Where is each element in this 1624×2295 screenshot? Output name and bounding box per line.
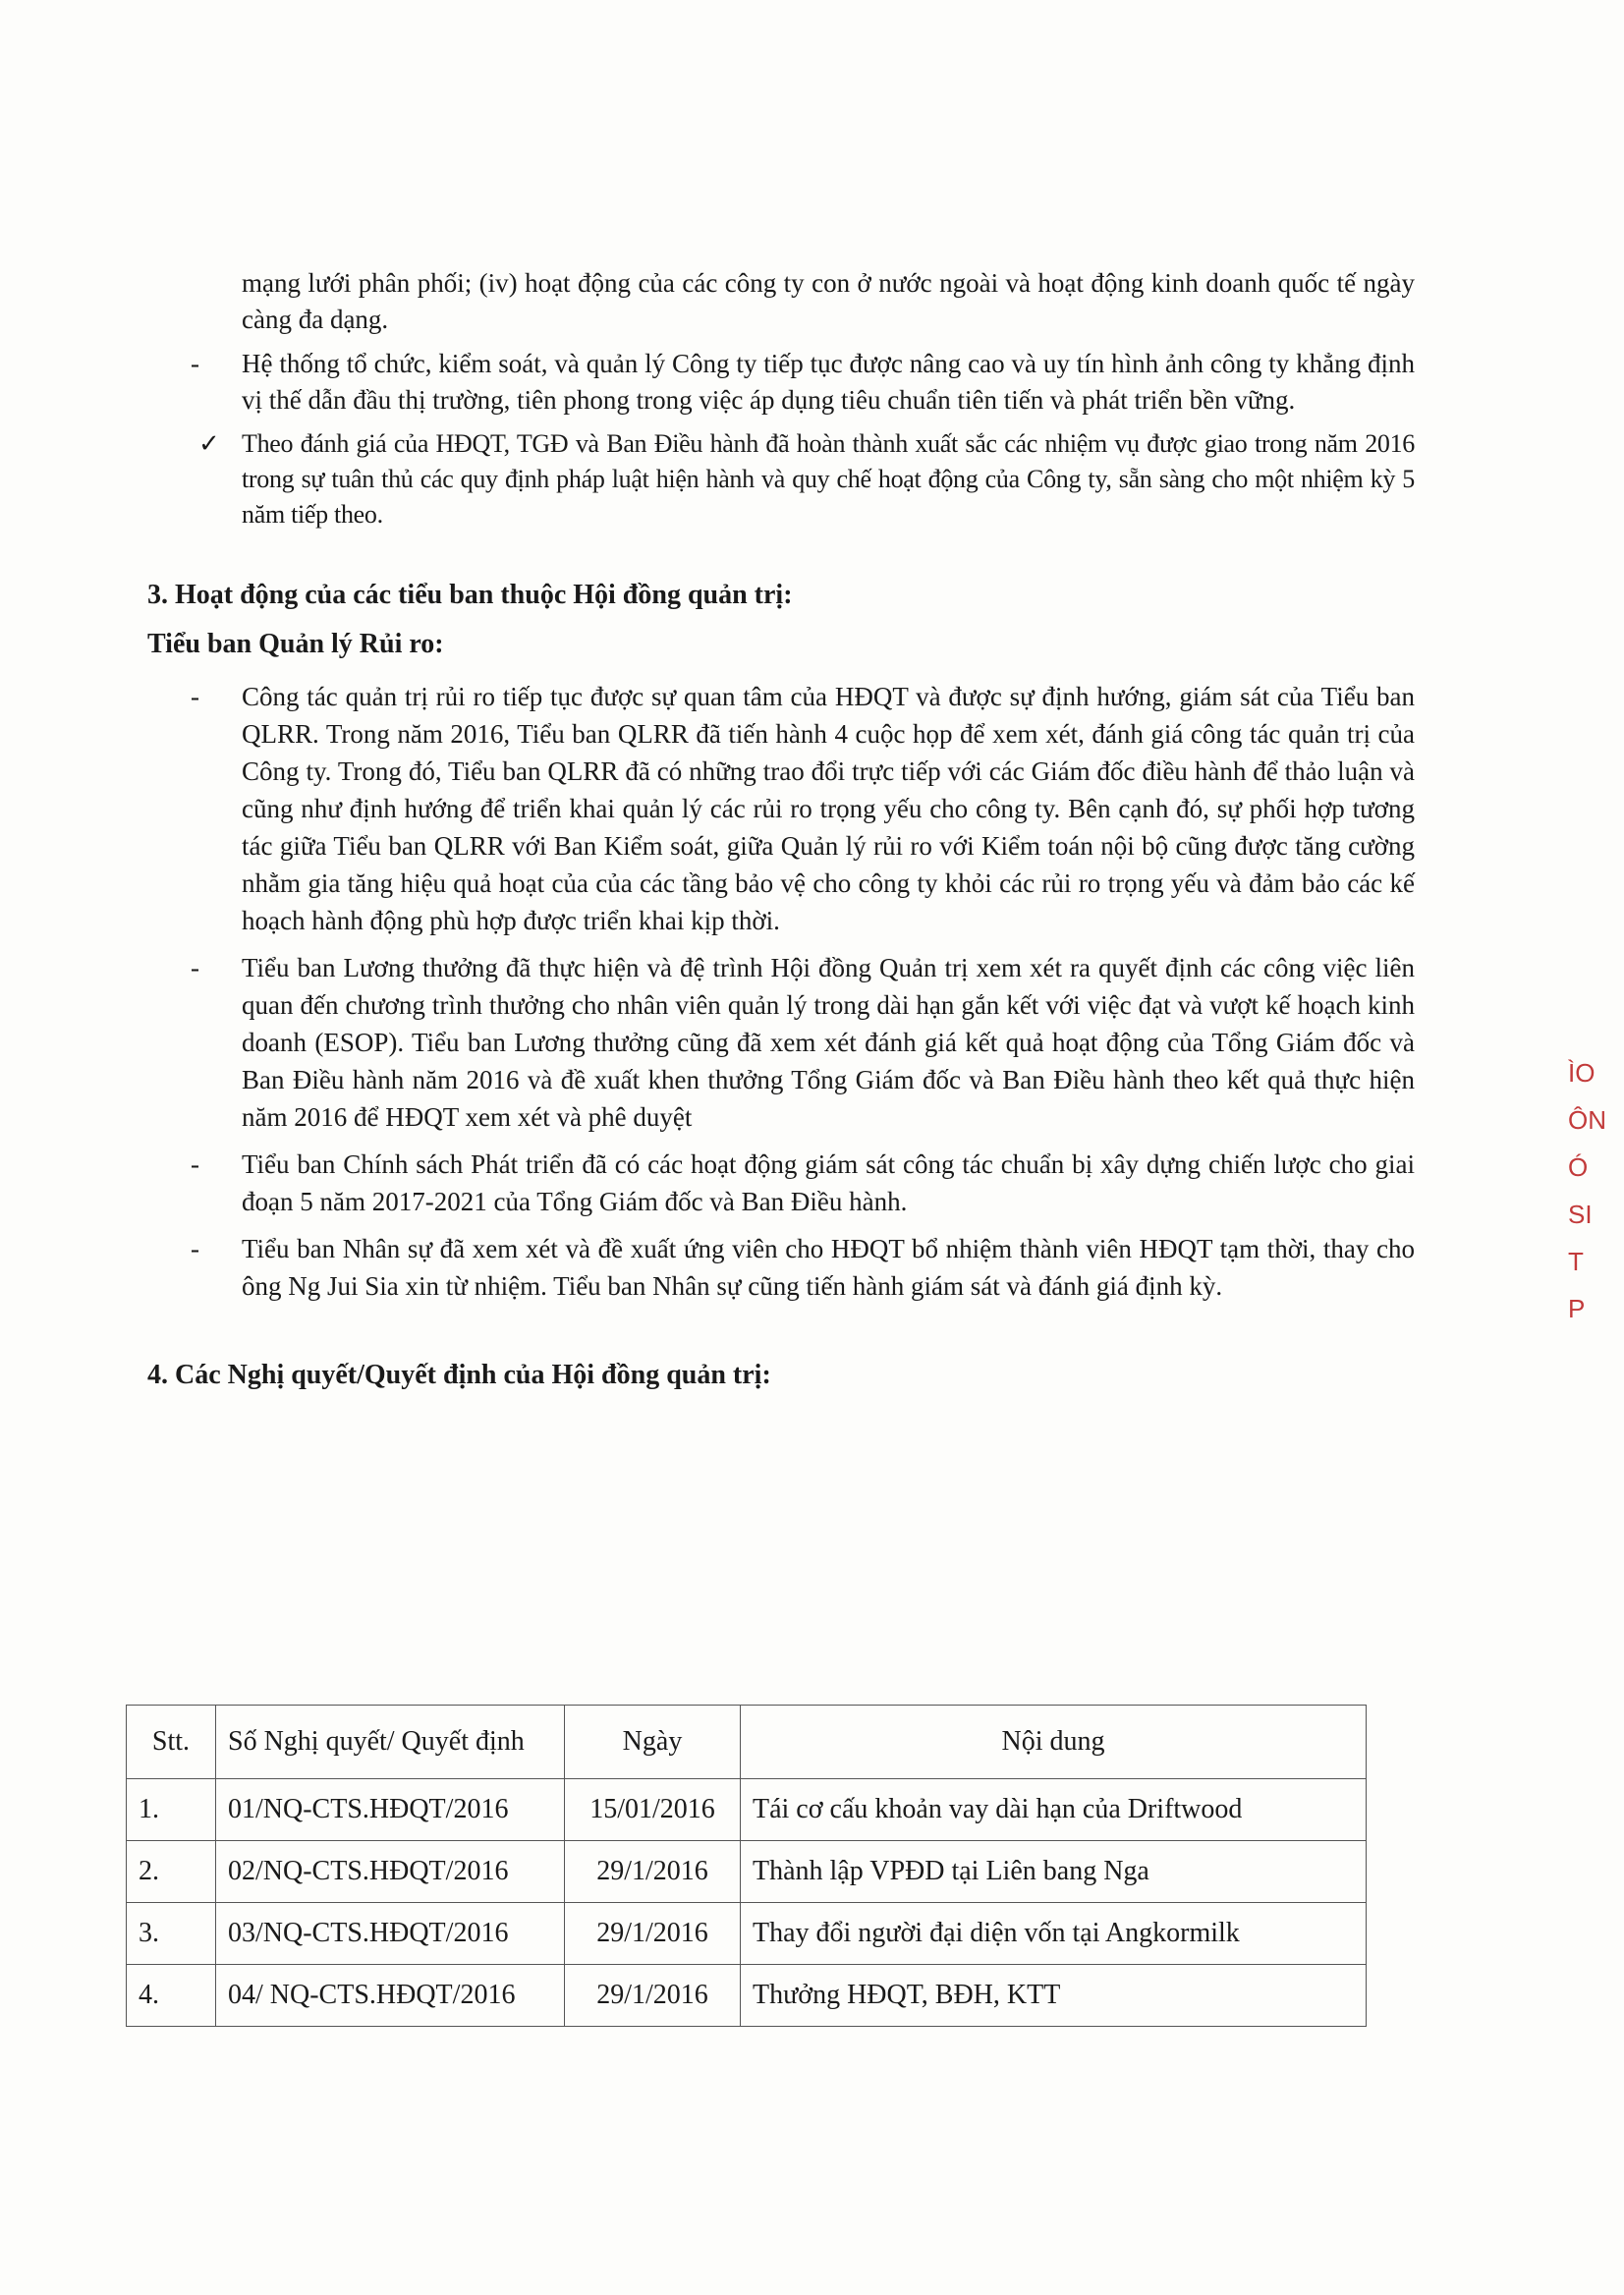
bullet-text: Hệ thống tổ chức, kiểm soát, và quản lý Công ty tiếp tục được nâng cao và uy tín hình ảnh công ty khẳng định vị thế dẫn đầu thị trường, tiên phong trong việc áp dụng tiêu chuẩn tiên tiến và phát triển bền vững. xyxy=(242,349,1415,415)
table-row xyxy=(127,1965,1367,2027)
table-cell-content: Thay đổi người đại diện vốn tại Angkormilk xyxy=(741,1903,1367,1965)
resolutions-table xyxy=(126,1705,1367,2027)
stamp-fragment: ÌO xyxy=(1568,1058,1596,1088)
table-cell-number: 03/NQ-CTS.HĐQT/2016 xyxy=(216,1903,565,1965)
table-cell-number: 04/ NQ-CTS.HĐQT/2016 xyxy=(216,1965,565,2027)
table-cell-date: 15/01/2016 xyxy=(565,1779,741,1841)
dash-bullet: - xyxy=(191,349,199,378)
stamp-fragment: SI xyxy=(1568,1200,1593,1229)
table-cell-content: Thưởng HĐQT, BĐH, KTT xyxy=(741,1965,1367,2027)
stamp-fragment: T xyxy=(1568,1247,1584,1276)
bullet-text: Công tác quản trị rủi ro tiếp tục được sự quan tâm của HĐQT và được sự định hướng, giám sát của Tiểu ban QLRR. Trong năm 2016, Tiểu ban QLRR đã tiến hành 4 cuộc họp để xem xét, đánh giá công tác quản trị của Công ty. Trong đó, Tiểu ban QLRR đã có những trao đổi trực tiếp với các Giám đốc điều hành để thảo luận và cũng như định hướng để triển khai quản lý các rủi ro trọng yếu cho công ty. Bên cạnh đó, sự phối hợp tương tác giữa Tiểu ban QLRR với Ban Kiểm soát, giữa Quản lý rủi ro với Kiểm toán nội bộ cũng được tăng cường nhằm gia tăng hiệu quả hoạt của của các tầng bảo vệ cho công ty khỏi các rủi ro trọng yếu và đảm bảo các kế hoạch hành động phù hợp được triển khai kịp thời. xyxy=(242,682,1415,935)
paragraph-continuation: mạng lưới phân phối; (iv) hoạt động của các công ty con ở nước ngoài và hoạt động kinh doanh quốc tế ngày càng đa dạng. xyxy=(242,268,1415,334)
table-cell-stt: 2. xyxy=(127,1841,216,1903)
document-body xyxy=(147,265,1415,1395)
table-row xyxy=(127,1903,1367,1965)
bullet-item-system xyxy=(147,346,1415,419)
check-text: Theo đánh giá của HĐQT, TGĐ và Ban Điều hành đã hoàn thành xuất sắc các nhiệm vụ được giao trong năm 2016 trong sự tuân thủ các quy định pháp luật hiện hành và quy chế hoạt động của Công ty, sẵn sàng cho một nhiệm kỳ 5 năm tiếp theo. xyxy=(242,429,1415,529)
column-header-number: Số Nghị quyết/ Quyết định xyxy=(216,1706,565,1779)
column-header-content: Nội dung xyxy=(741,1706,1367,1779)
section-3-heading: 3. Hoạt động của các tiểu ban thuộc Hội đồng quản trị: xyxy=(147,580,793,610)
bullet-item-personnel xyxy=(147,1230,1415,1305)
partial-red-stamp xyxy=(1568,1049,1624,1340)
column-header-stt: Stt. xyxy=(127,1706,216,1779)
table-row xyxy=(127,1779,1367,1841)
table-cell-stt: 1. xyxy=(127,1779,216,1841)
table-cell-number: 02/NQ-CTS.HĐQT/2016 xyxy=(216,1841,565,1903)
table-cell-date: 29/1/2016 xyxy=(565,1965,741,2027)
bullet-item-risk-management xyxy=(147,678,1415,939)
table-cell-date: 29/1/2016 xyxy=(565,1903,741,1965)
dash-bullet: - xyxy=(191,953,199,982)
bullet-text: Tiểu ban Lương thưởng đã thực hiện và đệ trình Hội đồng Quản trị xem xét ra quyết định các công việc liên quan đến chương trình thưởng cho nhân viên quản lý trong dài hạn gắn kết với việc đạt và vượt kế hoạch kinh doanh (ESOP). Tiểu ban Lương thưởng cũng đã xem xét đánh giá kết quả hoạt động của Tổng Giám đốc và Ban Điều hành năm 2016 và đề xuất khen thưởng Tổng Giám đốc và Ban Điều hành theo kết quả thực hiện năm 2016 để HĐQT xem xét và phê duyệt xyxy=(242,953,1415,1132)
table-cell-content: Thành lập VPĐD tại Liên bang Nga xyxy=(741,1841,1367,1903)
bullet-item-development-policy xyxy=(147,1146,1415,1220)
dash-bullet: - xyxy=(191,682,199,711)
stamp-fragment: ÔN xyxy=(1568,1105,1606,1135)
column-header-date: Ngày xyxy=(565,1706,741,1779)
bullet-item-remuneration xyxy=(147,949,1415,1136)
table-cell-content: Tái cơ cấu khoản vay dài hạn của Driftwood xyxy=(741,1779,1367,1841)
table-row xyxy=(127,1841,1367,1903)
table-cell-number: 01/NQ-CTS.HĐQT/2016 xyxy=(216,1779,565,1841)
section-3-subheading: Tiểu ban Quản lý Rủi ro: xyxy=(147,629,444,659)
section-4-heading: 4. Các Nghị quyết/Quyết định của Hội đồng quản trị: xyxy=(147,1360,771,1390)
dash-bullet: - xyxy=(191,1234,199,1263)
table-cell-date: 29/1/2016 xyxy=(565,1841,741,1903)
bullet-text: Tiểu ban Nhân sự đã xem xét và đề xuất ứng viên cho HĐQT bổ nhiệm thành viên HĐQT tạm thời, thay cho ông Ng Jui Sia xin từ nhiệm. Tiểu ban Nhân sự cũng tiến hành giám sát và đánh giá định kỳ. xyxy=(242,1234,1415,1301)
dash-bullet: - xyxy=(191,1149,199,1179)
table-cell-stt: 3. xyxy=(127,1903,216,1965)
stamp-fragment: Ó xyxy=(1568,1152,1589,1182)
stamp-fragment: P xyxy=(1568,1294,1586,1323)
table-header-row xyxy=(127,1706,1367,1779)
bullet-text: Tiểu ban Chính sách Phát triển đã có các hoạt động giám sát công tác chuẩn bị xây dựng chiến lược cho giai đoạn 5 năm 2017-2021 của Tổng Giám đốc và Ban Điều hành. xyxy=(242,1149,1415,1216)
checkmark-icon: ✓ xyxy=(198,429,220,459)
check-item-assessment xyxy=(147,426,1415,532)
table-cell-stt: 4. xyxy=(127,1965,216,2027)
